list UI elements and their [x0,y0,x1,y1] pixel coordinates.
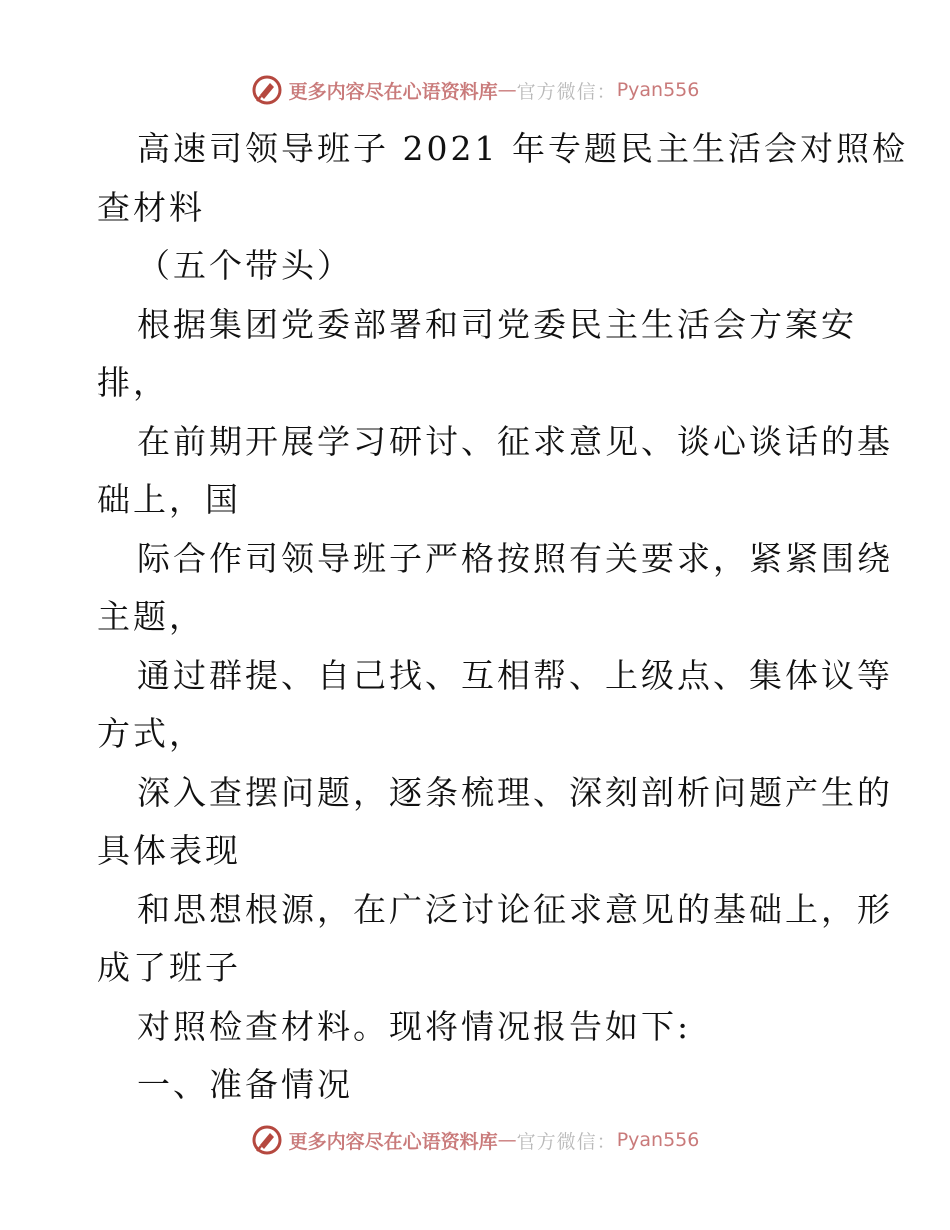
paragraph-line: 通过群提、自己找、互相帮、上级点、集体议等 [137,655,893,695]
document-body [97,120,908,1115]
paragraph-line: 和思想根源，在广泛讨论征求意见的基础上，形 [137,889,893,929]
paragraph-line: 根据集团党委部署和司党委民主生活会方案安 [137,304,857,344]
subtitle-line: （五个带头） [137,246,353,285]
watermark-main-text: 更多内容尽在心语资料库 [288,80,498,103]
paragraph-line: 主题， [97,597,205,636]
paragraph-line: 际合作司领导班子严格按照有关要求，紧紧围绕 [137,538,893,578]
watermark-wechat-id: Pyan556 [616,1129,700,1151]
watermark-dash: — [497,79,517,101]
watermark-main-text: 更多内容尽在心语资料库 [288,1130,498,1153]
paragraph-line: 方式， [97,714,205,753]
paragraph-line: 排， [97,363,169,402]
paragraph-line: 在前期开展学习研讨、征求意见、谈心谈话的基 [137,421,893,461]
header-watermark [0,70,950,110]
title-line-2: 查材料 [97,187,205,227]
paragraph-line: 深入查摆问题，逐条梳理、深刻剖析问题产生的 [137,772,893,812]
footer-watermark [0,1120,950,1160]
watermark-wechat-label: 官方微信： [516,1130,617,1153]
title-line-1: 高速司领导班子 2021 年专题民主生活会对照检 [137,129,908,168]
watermark-wechat-id: Pyan556 [616,79,700,101]
paragraph-line: 成了班子 [97,948,241,987]
paragraph-line: 具体表现 [97,831,241,870]
watermark-wechat-label: 官方微信： [516,80,617,103]
section-heading: 一、准备情况 [137,1065,353,1104]
watermark-dash: — [497,1129,517,1151]
brand-logo-icon [251,1124,283,1156]
brand-logo-icon [251,74,283,106]
paragraph-line: 对照检查材料。现将情况报告如下: [137,1006,692,1046]
paragraph-line: 础上，国 [97,480,241,519]
